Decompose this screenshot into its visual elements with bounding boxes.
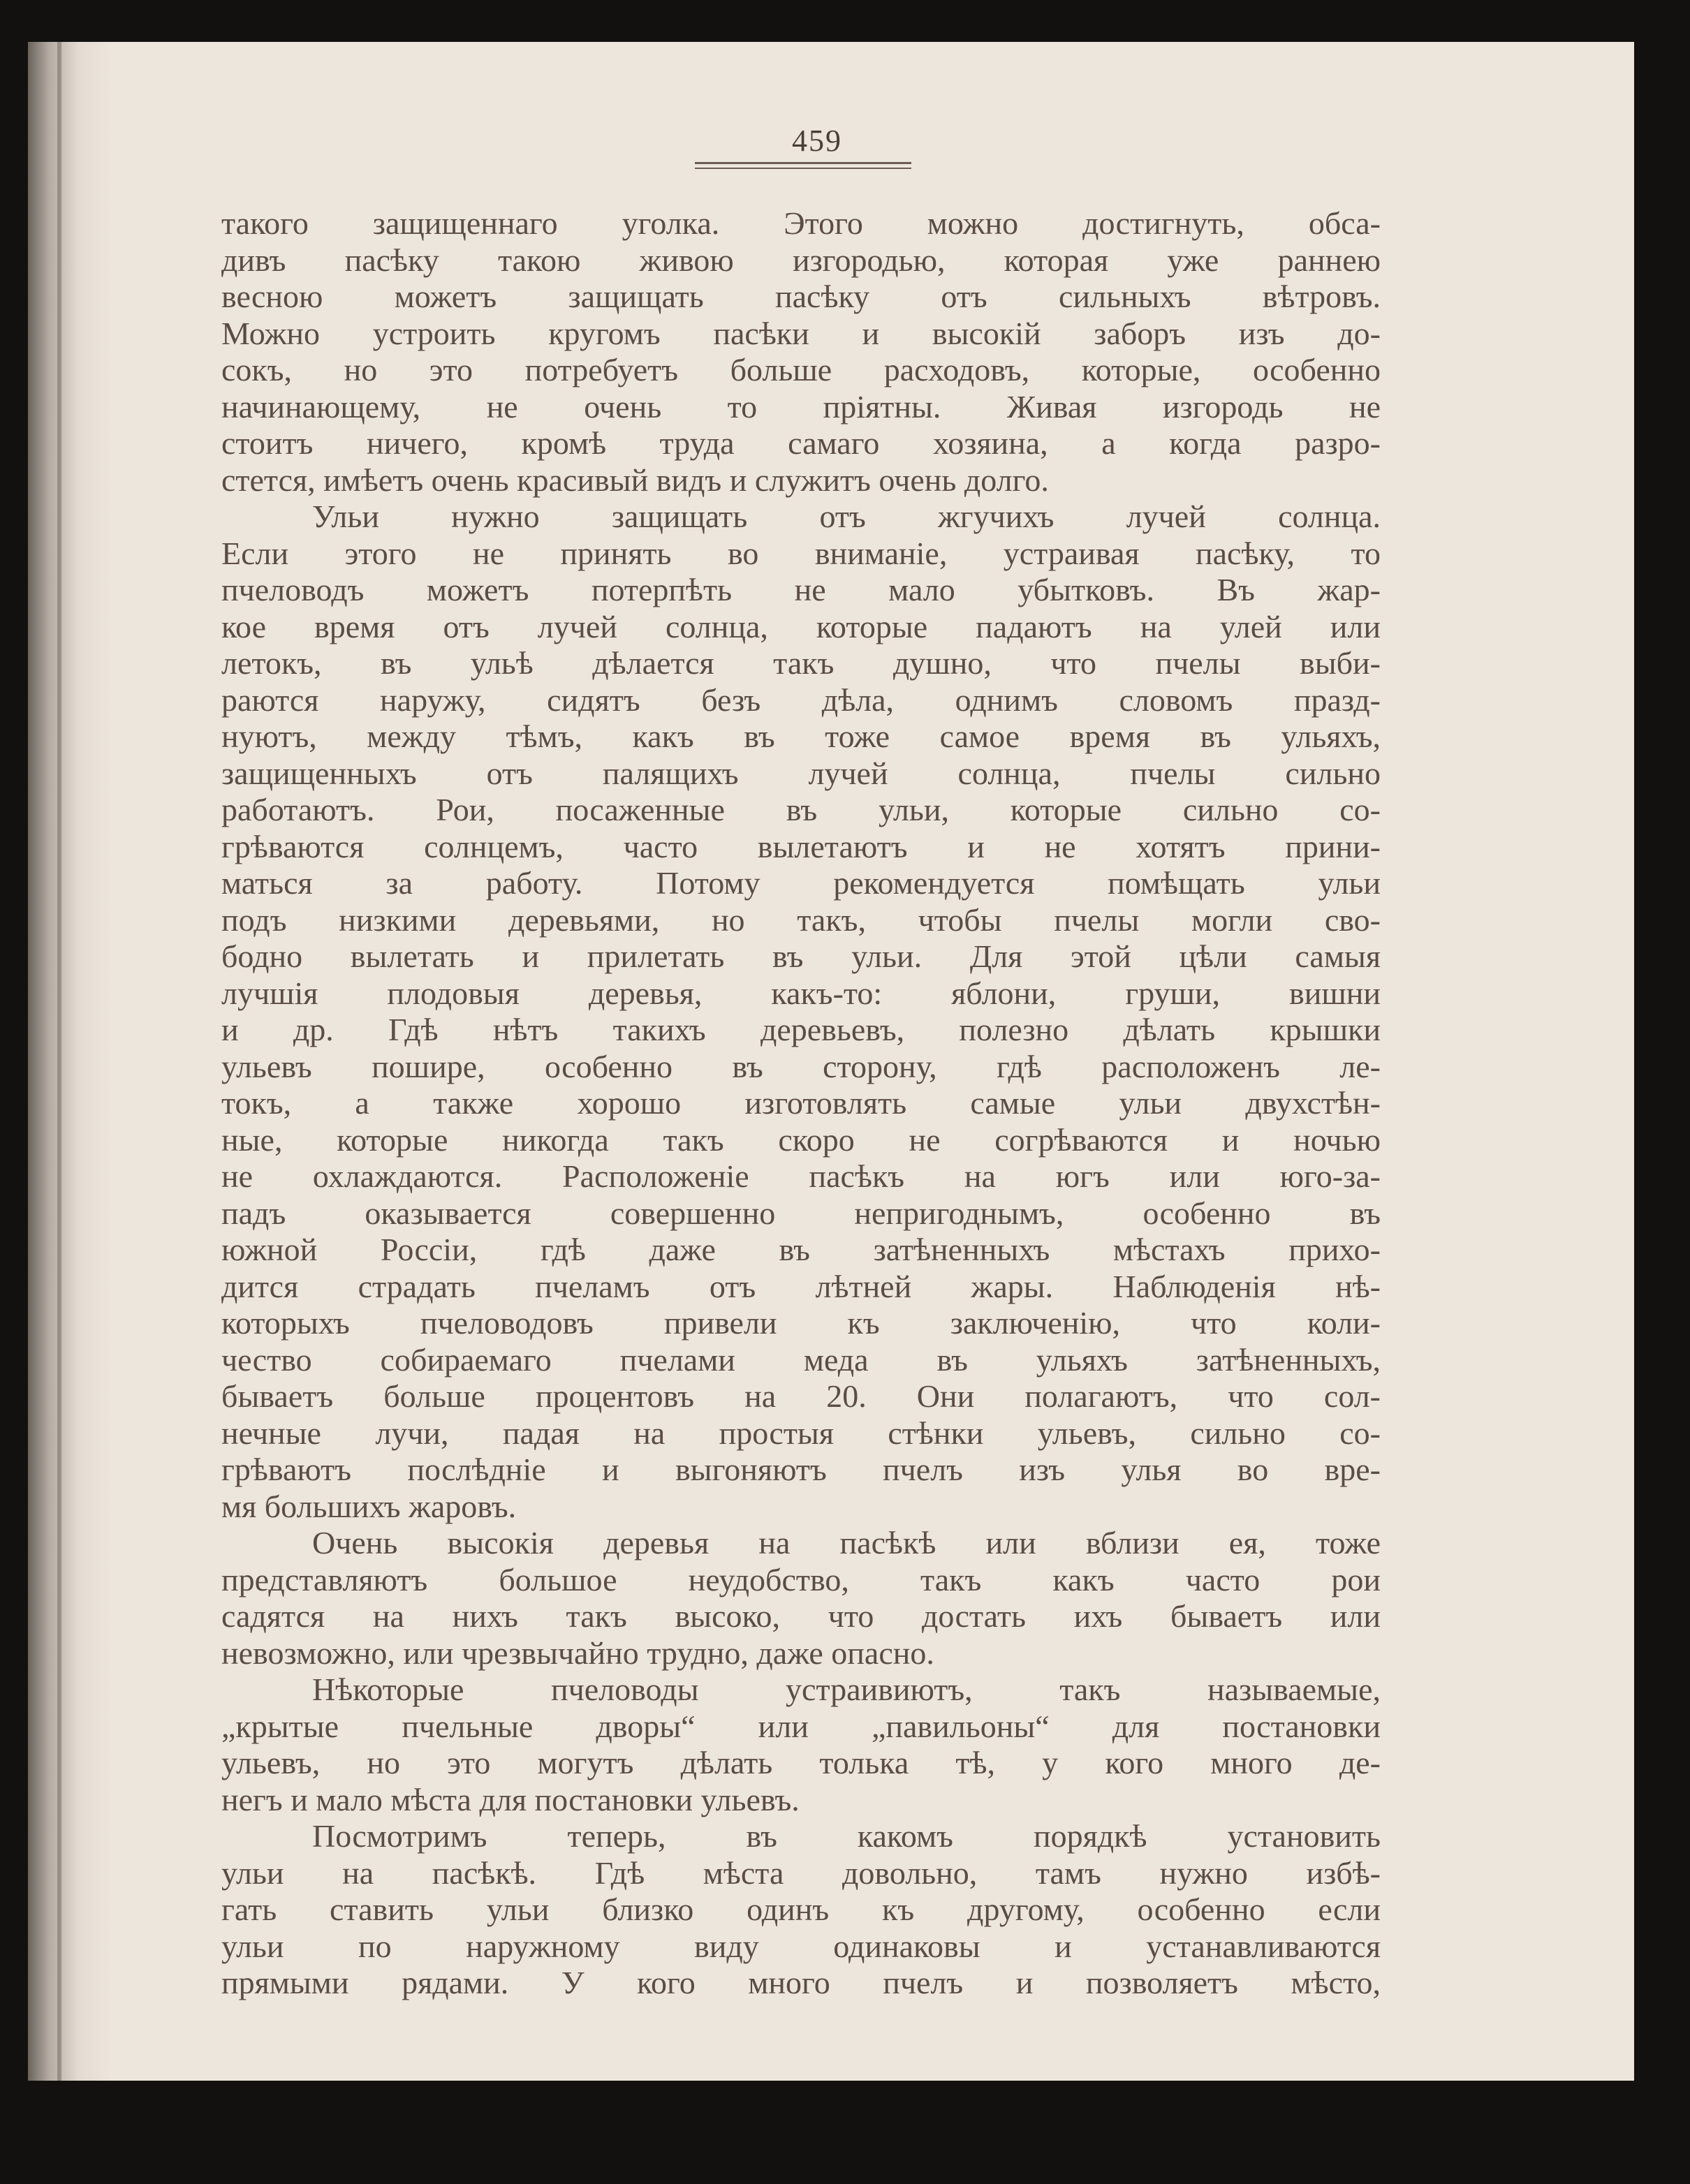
- text-line: пчеловодъ можетъ потерпѣть не мало убытковъ. Въ жар-: [221, 572, 1381, 607]
- header-rule: [695, 162, 911, 164]
- text-line: бодно вылетать и прилетать въ ульи. Для этой цѣли самыя: [221, 938, 1381, 974]
- text-line: и др. Гдѣ нѣтъ такихъ деревьевъ, полезно дѣлать крышки: [221, 1012, 1381, 1047]
- text-line: дивъ пасѣку такою живою изгородью, которая уже раннею: [221, 242, 1381, 278]
- book-page: [28, 42, 1634, 2081]
- text-line: ульевъ, но это могутъ дѣлать толька тѣ, у кого много де-: [221, 1745, 1381, 1780]
- text-line: Можно устроить кругомъ пасѣки и высокій заборъ изъ до-: [221, 315, 1381, 351]
- text-line: Ульи нужно защищать отъ жгучихъ лучей солнца.: [312, 499, 1381, 534]
- text-line: ульи по наружному виду одинаковы и устанавливаются: [221, 1928, 1381, 1964]
- text-line: южной Россіи, гдѣ даже въ затѣненныхъ мѣстахъ прихо-: [221, 1232, 1381, 1267]
- text-line: нечные лучи, падая на простыя стѣнки ульевъ, сильно со-: [221, 1415, 1381, 1451]
- text-line: подъ низкими деревьями, но такъ, чтобы пчелы могли сво-: [221, 901, 1381, 938]
- header-rule-secondary: [695, 168, 911, 169]
- text-line: лучшія плодовыя деревья, какъ-то: яблони, груши, вишни: [221, 975, 1381, 1011]
- page-gutter-line: [57, 42, 61, 2081]
- text-line: весною можетъ защищать пасѣку отъ сильныхъ вѣтровъ.: [221, 279, 1381, 314]
- text-line: дится страдать пчеламъ отъ лѣтней жары. Наблюденія нѣ-: [221, 1268, 1381, 1304]
- text-line: защищенныхъ отъ палящихъ лучей солнца, пчелы сильно: [221, 755, 1381, 791]
- text-line: не охлаждаются. Расположеніе пасѣкъ на югъ или юго-за-: [221, 1158, 1381, 1194]
- text-line: садятся на нихъ такъ высоко, что достать ихъ бываетъ или: [221, 1598, 1381, 1634]
- text-line: работаютъ. Рои, посаженные въ ульи, которые сильно со-: [221, 792, 1381, 827]
- text-line: Посмотримъ теперь, въ какомъ порядкѣ установить: [312, 1818, 1381, 1854]
- text-line: ные, которые никогда такъ скоро не согрѣваются и ночью: [221, 1121, 1381, 1158]
- text-line: маться за работу. Потому рекомендуется помѣщать ульи: [221, 865, 1381, 901]
- text-line: бываетъ больше процентовъ на 20. Они полагаютъ, что сол-: [221, 1378, 1381, 1414]
- text-line: стоитъ ничего, кромѣ труда самаго хозяина, а когда разро-: [221, 425, 1381, 461]
- text-line: чество собираемаго пчелами меда въ ульяхъ затѣненныхъ,: [221, 1341, 1381, 1378]
- text-line: „крытые пчельные дворы“ или „павильоны“ для постановки: [221, 1708, 1381, 1744]
- body-text: [221, 205, 1381, 2002]
- text-line: токъ, а также хорошо изготовлять самые ульи двухстѣн-: [221, 1085, 1381, 1121]
- text-line: такого защищеннаго уголка. Этого можно достигнуть, обса-: [221, 205, 1381, 241]
- text-line: ульи на пасѣкѣ. Гдѣ мѣста довольно, тамъ нужно избѣ-: [221, 1854, 1381, 1891]
- text-line: Если этого не принять во вниманіе, устраивая пасѣку, то: [221, 535, 1381, 571]
- text-line: нуютъ, между тѣмъ, какъ въ тоже самое время въ ульяхъ,: [221, 718, 1381, 754]
- text-line: падъ оказывается совершенно непригоднымъ, особенно въ: [221, 1195, 1381, 1231]
- text-line: гать ставить ульи близко одинъ къ другому, особенно если: [221, 1891, 1381, 1927]
- text-line: летокъ, въ ульѣ дѣлается такъ душно, что пчелы выби-: [221, 645, 1381, 681]
- text-line: представляютъ большое неудобство, такъ какъ часто рои: [221, 1561, 1381, 1598]
- text-line: прямыми рядами. У кого много пчелъ и позволяетъ мѣсто,: [221, 1965, 1381, 2000]
- text-line: Нѣкоторые пчеловоды устраивиютъ, такъ называемые,: [312, 1672, 1381, 1707]
- text-line: невозможно, или чрезвычайно трудно, даже опасно.: [221, 1635, 934, 1671]
- text-line: грѣваются солнцемъ, часто вылетаютъ и не хотятъ прини-: [221, 828, 1381, 864]
- text-line: негъ и мало мѣста для постановки ульевъ.: [221, 1781, 800, 1817]
- text-line: Очень высокія деревья на пасѣкѣ или вблизи ея, тоже: [312, 1525, 1381, 1560]
- text-line: стется, имѣетъ очень красивый видъ и служитъ очень долго.: [221, 462, 1049, 498]
- text-line: начинающему, не очень то пріятны. Живая изгородь не: [221, 388, 1381, 425]
- text-line: кое время отъ лучей солнца, которые падаютъ на улей или: [221, 608, 1381, 644]
- text-line: сокъ, но это потребуетъ больше расходовъ, которые, особенно: [221, 352, 1381, 388]
- text-line: мя большихъ жаровъ.: [221, 1488, 517, 1524]
- page-number: 459: [792, 124, 842, 158]
- text-line: которыхъ пчеловодовъ привели къ заключенію, что коли-: [221, 1305, 1381, 1341]
- text-line: грѣваютъ послѣдніе и выгоняютъ пчелъ изъ улья во вре-: [221, 1452, 1381, 1487]
- text-line: раются наружу, сидятъ безъ дѣла, однимъ словомъ празд-: [221, 681, 1381, 718]
- text-line: ульевъ пошире, особенно въ сторону, гдѣ расположенъ ле-: [221, 1048, 1381, 1084]
- page-gutter-shadow: [28, 42, 112, 2081]
